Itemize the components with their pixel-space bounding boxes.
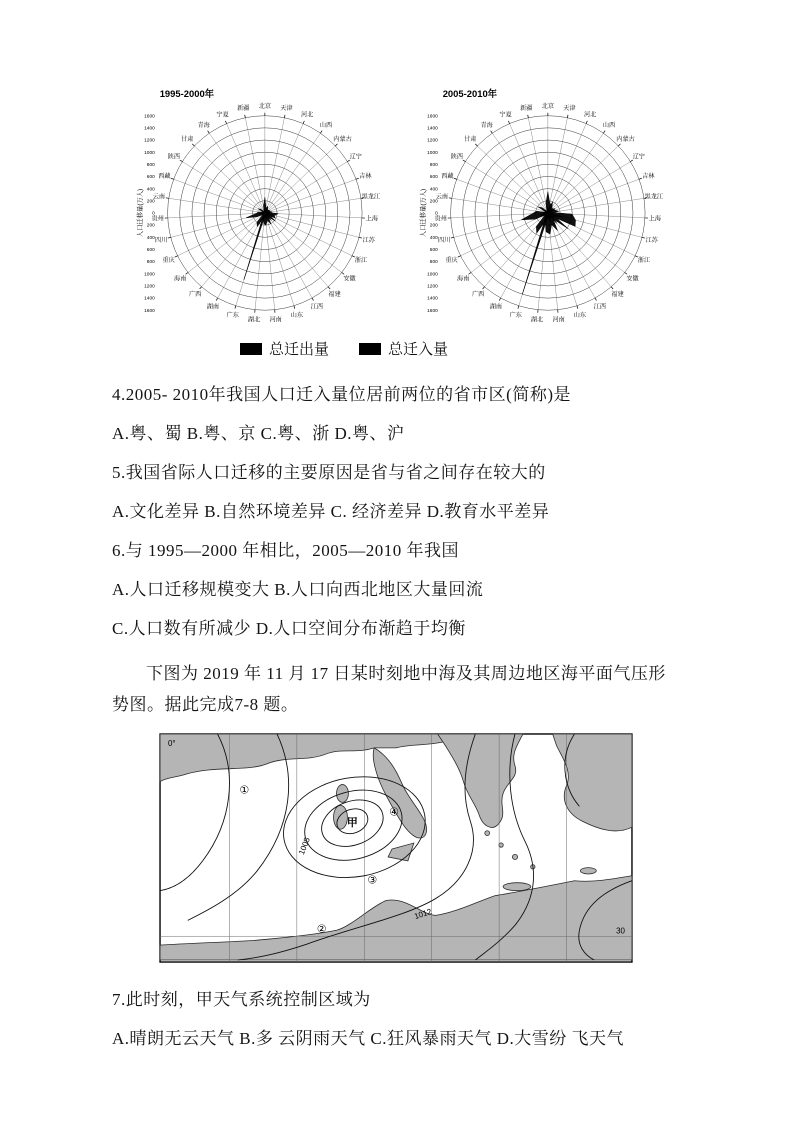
crete-island xyxy=(503,883,531,891)
svg-text:广西: 广西 xyxy=(471,291,485,299)
svg-text:贵州: 贵州 xyxy=(151,215,164,223)
svg-text:宁夏: 宁夏 xyxy=(216,111,229,119)
svg-text:青海: 青海 xyxy=(197,122,210,130)
svg-text:黑龙江: 黑龙江 xyxy=(644,193,664,201)
question-4-text: 4.2005- 2010年我国人口迁入量位居前两位的省市区(简称)是 xyxy=(112,385,571,404)
svg-text:人口迁移量(万人): 人口迁移量(万人) xyxy=(419,188,427,238)
svg-text:陕西: 陕西 xyxy=(450,153,464,161)
svg-text:1200: 1200 xyxy=(427,284,438,290)
svg-text:辽宁: 辽宁 xyxy=(349,153,362,161)
svg-text:西藏: 西藏 xyxy=(158,172,171,180)
svg-text:海南: 海南 xyxy=(456,275,470,283)
svg-text:1600: 1600 xyxy=(427,114,438,120)
svg-text:海南: 海南 xyxy=(173,275,187,283)
svg-text:1200: 1200 xyxy=(144,284,155,290)
svg-text:甘肃: 甘肃 xyxy=(181,136,194,144)
region-1-label: ① xyxy=(239,784,250,797)
svg-text:1200: 1200 xyxy=(144,138,155,144)
svg-text:400: 400 xyxy=(429,187,438,193)
svg-text:广西: 广西 xyxy=(188,291,202,299)
svg-text:江苏: 江苏 xyxy=(362,236,375,244)
isobar-1005-value: 1005 xyxy=(296,836,312,856)
question-4-options: A.粤、蜀 B.粤、京 C.粤、浙 D.粤、沪 xyxy=(112,424,405,443)
out-migration-swatch-icon xyxy=(240,343,262,355)
svg-text:1400: 1400 xyxy=(144,296,155,302)
svg-text:湖北: 湖北 xyxy=(530,316,544,324)
svg-text:湖南: 湖南 xyxy=(489,303,503,311)
svg-text:黑龙江: 黑龙江 xyxy=(361,193,381,201)
svg-text:内蒙古: 内蒙古 xyxy=(616,136,635,144)
svg-text:广东: 广东 xyxy=(226,312,239,320)
question-5-text: 5.我国省际人口迁移的主要原因是省与省之间存在较大的 xyxy=(112,463,546,482)
svg-text:400: 400 xyxy=(146,235,155,241)
svg-text:800: 800 xyxy=(429,162,438,168)
jia-weather-system-label: 甲 xyxy=(346,817,358,830)
svg-text:1400: 1400 xyxy=(144,126,155,132)
cyprus-island xyxy=(580,868,596,874)
aegean-island xyxy=(485,831,490,836)
svg-text:800: 800 xyxy=(429,260,438,266)
map-intro-paragraph: 下图为 2019 年 11 月 17 日某时刻地中海及其周边地区海平面气压形势图。据此完成7-8 题。 xyxy=(112,664,666,714)
svg-text:1600: 1600 xyxy=(144,308,155,314)
svg-text:200: 200 xyxy=(429,223,438,229)
svg-text:四川: 四川 xyxy=(154,236,168,244)
svg-text:1600: 1600 xyxy=(144,114,155,120)
svg-text:浙江: 浙江 xyxy=(637,257,651,265)
svg-text:吉林: 吉林 xyxy=(642,172,655,180)
svg-text:河北: 河北 xyxy=(583,111,597,119)
pressure-map-svg xyxy=(158,732,634,964)
svg-text:上海: 上海 xyxy=(648,215,662,223)
svg-text:重庆: 重庆 xyxy=(445,257,458,265)
chart-legend xyxy=(240,338,682,359)
svg-text:天津: 天津 xyxy=(563,105,576,113)
in-migration-swatch-icon xyxy=(359,343,381,355)
svg-text:辽宁: 辽宁 xyxy=(632,153,645,161)
svg-text:1000: 1000 xyxy=(427,272,438,278)
svg-text:山东: 山东 xyxy=(573,312,587,320)
svg-text:800: 800 xyxy=(146,162,155,168)
isobar-1012-value: 1012 xyxy=(413,907,433,922)
svg-text:600: 600 xyxy=(429,175,438,181)
region-2-label: ② xyxy=(316,923,327,936)
svg-text:四川: 四川 xyxy=(437,236,451,244)
svg-text:200: 200 xyxy=(146,199,155,205)
svg-text:1995-2000年: 1995-2000年 xyxy=(159,87,215,99)
svg-text:新疆: 新疆 xyxy=(520,105,533,113)
region-4-label: ④ xyxy=(389,806,399,819)
question-6-text: 6.与 1995—2000 年相比，2005—2010 年我国 xyxy=(112,541,459,560)
svg-text:江西: 江西 xyxy=(310,303,323,311)
svg-text:400: 400 xyxy=(429,235,438,241)
svg-text:800: 800 xyxy=(146,260,155,266)
svg-text:1600: 1600 xyxy=(427,308,438,314)
svg-text:600: 600 xyxy=(146,247,155,253)
question-5-options: A.文化差异 B.自然环境差异 C. 经济差异 D.教育水平差异 xyxy=(112,502,550,521)
svg-text:0: 0 xyxy=(152,211,155,217)
svg-text:甘肃: 甘肃 xyxy=(464,136,477,144)
svg-text:200: 200 xyxy=(429,199,438,205)
legend-in-label: 总迁入量 xyxy=(388,342,449,358)
svg-text:北京: 北京 xyxy=(258,102,272,110)
lon-0-label: 0° xyxy=(167,738,176,748)
svg-text:西藏: 西藏 xyxy=(441,172,454,180)
svg-text:2005-2010年: 2005-2010年 xyxy=(442,87,498,99)
svg-text:河南: 河南 xyxy=(552,316,565,324)
svg-text:河北: 河北 xyxy=(300,111,314,119)
svg-text:新疆: 新疆 xyxy=(237,105,250,113)
svg-text:上海: 上海 xyxy=(365,215,379,223)
svg-text:贵州: 贵州 xyxy=(434,215,447,223)
svg-text:陕西: 陕西 xyxy=(167,153,181,161)
svg-text:天津: 天津 xyxy=(280,105,293,113)
svg-text:青海: 青海 xyxy=(480,122,493,130)
svg-text:云南: 云南 xyxy=(152,193,166,201)
question-6-options-cd: C.人口数有所减少 D.人口空间分布渐趋于均衡 xyxy=(112,619,466,638)
svg-text:福建: 福建 xyxy=(328,291,341,299)
legend-in-migration xyxy=(359,338,448,359)
svg-text:安徽: 安徽 xyxy=(343,275,356,283)
aegean-island xyxy=(499,843,503,847)
svg-text:1000: 1000 xyxy=(144,150,155,156)
svg-text:吉林: 吉林 xyxy=(359,172,372,180)
svg-text:浙江: 浙江 xyxy=(354,257,368,265)
question-7-text: 7.此时刻，甲天气系统控制区域为 xyxy=(112,990,371,1009)
question-6-options-ab: A.人口迁移规模变大 B.人口向西北地区大量回流 xyxy=(112,580,484,599)
svg-text:广东: 广东 xyxy=(509,312,522,320)
svg-text:人口迁移量(万人): 人口迁移量(万人) xyxy=(136,188,144,238)
svg-text:山西: 山西 xyxy=(319,122,333,130)
svg-text:1000: 1000 xyxy=(144,272,155,278)
migration-rose-charts xyxy=(106,86,682,334)
mediterranean-pressure-map xyxy=(158,732,634,964)
svg-text:北京: 北京 xyxy=(541,102,555,110)
svg-text:重庆: 重庆 xyxy=(162,257,175,265)
legend-out-migration xyxy=(240,338,329,359)
svg-text:400: 400 xyxy=(146,187,155,193)
aegean-island xyxy=(512,854,517,859)
svg-text:内蒙古: 内蒙古 xyxy=(333,136,352,144)
legend-out-label: 总迁出量 xyxy=(269,342,330,358)
svg-text:湖南: 湖南 xyxy=(206,303,220,311)
svg-text:福建: 福建 xyxy=(611,291,624,299)
svg-text:安徽: 安徽 xyxy=(626,275,639,283)
svg-text:1200: 1200 xyxy=(427,138,438,144)
svg-text:600: 600 xyxy=(429,247,438,253)
svg-text:1400: 1400 xyxy=(427,126,438,132)
region-3-label: ③ xyxy=(367,874,378,887)
svg-text:600: 600 xyxy=(146,175,155,181)
lat-30-label: 30 xyxy=(616,926,625,936)
sardinia-island xyxy=(334,805,348,829)
svg-text:200: 200 xyxy=(146,223,155,229)
svg-text:1400: 1400 xyxy=(427,296,438,302)
svg-text:0: 0 xyxy=(435,211,438,217)
question-7-options: A.晴朗无云天气 B.多 云阴雨天气 C.狂风暴雨天气 D.大雪纷 飞天气 xyxy=(112,1029,624,1048)
svg-text:河南: 河南 xyxy=(269,316,282,324)
svg-text:云南: 云南 xyxy=(435,193,449,201)
svg-text:山东: 山东 xyxy=(290,312,304,320)
svg-text:湖北: 湖北 xyxy=(247,316,261,324)
rose-chart-2005-2010 xyxy=(389,86,672,334)
svg-text:江西: 江西 xyxy=(593,303,606,311)
svg-text:1000: 1000 xyxy=(427,150,438,156)
svg-text:宁夏: 宁夏 xyxy=(499,111,512,119)
svg-text:山西: 山西 xyxy=(602,122,616,130)
svg-text:江苏: 江苏 xyxy=(645,236,658,244)
rose-chart-1995-2000 xyxy=(106,86,389,334)
